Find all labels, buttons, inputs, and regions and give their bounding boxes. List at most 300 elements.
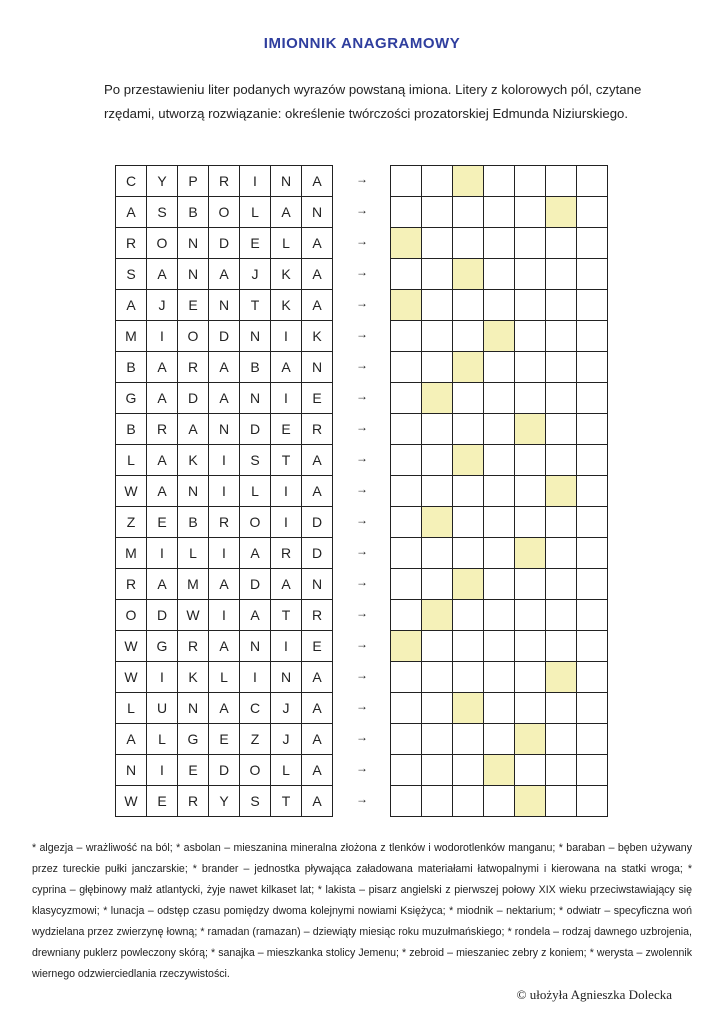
answer-cell-highlighted[interactable] [391, 290, 422, 321]
letter-cell: N [209, 414, 240, 445]
letter-cell: W [116, 631, 147, 662]
answer-cell-highlighted[interactable] [515, 786, 546, 817]
answer-cell[interactable] [577, 569, 608, 600]
answer-cell[interactable] [453, 600, 484, 631]
answer-cell[interactable] [422, 259, 453, 290]
answer-row [391, 476, 608, 507]
answer-row [391, 538, 608, 569]
answer-cell[interactable] [453, 755, 484, 786]
answer-cell-highlighted[interactable] [453, 166, 484, 197]
letter-cell: N [271, 166, 302, 197]
word-row [116, 259, 333, 290]
letter-cell: A [302, 786, 333, 817]
letter-cell: A [209, 352, 240, 383]
letter-cell: I [147, 755, 178, 786]
answer-row [391, 290, 608, 321]
answer-cell-highlighted[interactable] [391, 631, 422, 662]
answer-cell[interactable] [515, 755, 546, 786]
letter-cell: A [147, 383, 178, 414]
letter-cell: M [116, 321, 147, 352]
letter-cell: D [240, 569, 271, 600]
letter-cell: K [302, 321, 333, 352]
letter-cell: D [209, 321, 240, 352]
answer-cell[interactable] [422, 538, 453, 569]
answer-cell-highlighted[interactable] [515, 538, 546, 569]
answer-cell-highlighted[interactable] [484, 321, 515, 352]
answer-cell[interactable] [577, 352, 608, 383]
answer-cell[interactable] [422, 786, 453, 817]
letter-cell: I [271, 476, 302, 507]
letter-cell: A [209, 383, 240, 414]
answer-cell[interactable] [453, 197, 484, 228]
letter-cell: A [147, 259, 178, 290]
answer-cell[interactable] [422, 662, 453, 693]
letter-cell: Z [116, 507, 147, 538]
answer-cell[interactable] [391, 352, 422, 383]
letter-cell: A [302, 290, 333, 321]
arrow-icon: → [356, 172, 368, 186]
letter-cell: A [302, 662, 333, 693]
arrow-icon: → [356, 358, 368, 372]
answer-cell[interactable] [515, 445, 546, 476]
answer-row [391, 197, 608, 228]
answer-cell[interactable] [484, 476, 515, 507]
letter-cell: N [178, 228, 209, 259]
answer-cell[interactable] [422, 724, 453, 755]
letter-cell: N [302, 352, 333, 383]
word-row [116, 507, 333, 538]
answer-cell[interactable] [391, 476, 422, 507]
answer-cell[interactable] [453, 786, 484, 817]
word-row [116, 786, 333, 817]
answer-cell[interactable] [453, 414, 484, 445]
answer-cell-highlighted[interactable] [453, 569, 484, 600]
letter-cell: C [240, 693, 271, 724]
answer-cell-highlighted[interactable] [515, 414, 546, 445]
word-row [116, 383, 333, 414]
word-row [116, 414, 333, 445]
answer-cell[interactable] [422, 321, 453, 352]
letter-cell: O [240, 507, 271, 538]
letter-cell: K [178, 445, 209, 476]
word-row [116, 538, 333, 569]
answer-cell[interactable] [422, 693, 453, 724]
answer-cell[interactable] [515, 352, 546, 383]
answer-cell-highlighted[interactable] [453, 352, 484, 383]
arrow-icon: → [356, 513, 368, 527]
letter-cell: A [302, 724, 333, 755]
answer-cell[interactable] [484, 600, 515, 631]
letter-cell: T [240, 290, 271, 321]
word-row [116, 228, 333, 259]
answer-cell[interactable] [515, 693, 546, 724]
letter-cell: A [302, 228, 333, 259]
answer-cell[interactable] [577, 786, 608, 817]
answer-cell-highlighted[interactable] [453, 259, 484, 290]
answer-cell[interactable] [453, 228, 484, 259]
answer-cell[interactable] [391, 166, 422, 197]
answer-cell[interactable] [515, 259, 546, 290]
letter-cell: E [147, 786, 178, 817]
letter-cell: R [209, 166, 240, 197]
answer-cell[interactable] [577, 383, 608, 414]
answer-cell[interactable] [422, 166, 453, 197]
answer-cell[interactable] [484, 786, 515, 817]
letter-cell: A [209, 631, 240, 662]
answer-cell[interactable] [391, 569, 422, 600]
letter-cell: N [271, 662, 302, 693]
arrow-icon: → [356, 699, 368, 713]
letter-cell: K [271, 290, 302, 321]
word-row [116, 166, 333, 197]
letter-cell: R [178, 786, 209, 817]
letter-cell: D [147, 600, 178, 631]
answer-cell[interactable] [391, 600, 422, 631]
answer-cell[interactable] [546, 786, 577, 817]
answer-cell[interactable] [577, 538, 608, 569]
answer-cell-highlighted[interactable] [422, 507, 453, 538]
answer-cell[interactable] [484, 569, 515, 600]
answer-cell[interactable] [546, 724, 577, 755]
answer-cell[interactable] [515, 662, 546, 693]
letter-cell: G [178, 724, 209, 755]
arrow-icon: → [356, 668, 368, 682]
word-row [116, 197, 333, 228]
answer-cell[interactable] [515, 507, 546, 538]
letter-cell: I [209, 600, 240, 631]
answer-cell[interactable] [484, 259, 515, 290]
letter-cell: N [178, 259, 209, 290]
answer-cell[interactable] [484, 538, 515, 569]
letter-cell: R [178, 352, 209, 383]
letter-cell: L [271, 755, 302, 786]
letter-cell: A [147, 445, 178, 476]
letter-cell: A [271, 352, 302, 383]
letter-cell: L [147, 724, 178, 755]
answer-cell[interactable] [546, 569, 577, 600]
letter-cell: I [147, 662, 178, 693]
answer-cell[interactable] [515, 197, 546, 228]
answer-cell[interactable] [515, 166, 546, 197]
letter-cell: L [209, 662, 240, 693]
arrow-icon: → [356, 482, 368, 496]
letter-cell: A [240, 538, 271, 569]
word-row [116, 600, 333, 631]
answer-cell[interactable] [546, 693, 577, 724]
letter-cell: N [240, 321, 271, 352]
answer-cell[interactable] [577, 228, 608, 259]
answer-cell[interactable] [453, 290, 484, 321]
letter-cell: Z [240, 724, 271, 755]
answer-cell[interactable] [453, 724, 484, 755]
answer-row [391, 383, 608, 414]
letter-cell: A [147, 352, 178, 383]
letter-cell: E [302, 383, 333, 414]
answer-cell-highlighted[interactable] [453, 445, 484, 476]
letter-cell: L [116, 445, 147, 476]
answer-cell[interactable] [453, 383, 484, 414]
letter-cell: E [178, 290, 209, 321]
letter-cell: O [209, 197, 240, 228]
arrow-icon: → [356, 389, 368, 403]
answer-cell[interactable] [577, 166, 608, 197]
letter-cell: J [271, 693, 302, 724]
answer-cell[interactable] [546, 631, 577, 662]
answer-row [391, 228, 608, 259]
answer-cell[interactable] [577, 693, 608, 724]
answer-cell[interactable] [391, 445, 422, 476]
letter-cell: A [240, 600, 271, 631]
letter-cell: D [209, 228, 240, 259]
answer-cell[interactable] [422, 445, 453, 476]
answer-cell[interactable] [546, 290, 577, 321]
answer-cell[interactable] [577, 724, 608, 755]
answer-cell[interactable] [484, 290, 515, 321]
answer-cell-highlighted[interactable] [484, 755, 515, 786]
arrow-icon: → [356, 637, 368, 651]
answer-cell[interactable] [577, 507, 608, 538]
letter-cell: I [271, 383, 302, 414]
answer-cell[interactable] [546, 414, 577, 445]
answer-cell[interactable] [577, 476, 608, 507]
letter-cell: J [240, 259, 271, 290]
letter-cell: O [178, 321, 209, 352]
answer-cell[interactable] [577, 259, 608, 290]
letter-cell: O [240, 755, 271, 786]
letter-cell: S [240, 786, 271, 817]
answer-cell-highlighted[interactable] [515, 724, 546, 755]
answer-cell[interactable] [546, 321, 577, 352]
arrow-icon: → [356, 544, 368, 558]
letter-cell: Y [209, 786, 240, 817]
letter-cell: S [240, 445, 271, 476]
arrows-column [354, 165, 370, 816]
answer-cell[interactable] [453, 507, 484, 538]
answer-cell-highlighted[interactable] [422, 600, 453, 631]
letter-cell: T [271, 445, 302, 476]
answer-cell[interactable] [484, 445, 515, 476]
answer-cell[interactable] [515, 476, 546, 507]
answer-cell[interactable] [422, 290, 453, 321]
answer-cell[interactable] [484, 197, 515, 228]
letter-cell: A [302, 259, 333, 290]
word-row [116, 352, 333, 383]
answer-cell[interactable] [391, 755, 422, 786]
answer-cell[interactable] [546, 507, 577, 538]
answer-cell-highlighted[interactable] [453, 693, 484, 724]
letter-cell: G [147, 631, 178, 662]
answer-cell[interactable] [577, 445, 608, 476]
arrow-icon: → [356, 451, 368, 465]
answer-cell[interactable] [484, 693, 515, 724]
answer-cell[interactable] [484, 352, 515, 383]
answer-cell[interactable] [577, 197, 608, 228]
letter-cell: M [116, 538, 147, 569]
answer-cell[interactable] [546, 755, 577, 786]
answer-cell[interactable] [422, 414, 453, 445]
answer-cell[interactable] [546, 600, 577, 631]
answer-cell[interactable] [515, 569, 546, 600]
answer-cell[interactable] [546, 538, 577, 569]
letter-cell: L [240, 476, 271, 507]
letter-cell: B [116, 352, 147, 383]
letter-cell: I [209, 445, 240, 476]
letter-cell: S [116, 259, 147, 290]
answer-cell[interactable] [484, 724, 515, 755]
answer-cell[interactable] [484, 414, 515, 445]
answer-cell[interactable] [391, 507, 422, 538]
word-row [116, 569, 333, 600]
answer-cell[interactable] [391, 197, 422, 228]
letter-cell: I [209, 476, 240, 507]
answer-cell[interactable] [546, 166, 577, 197]
answer-row [391, 321, 608, 352]
answer-cell[interactable] [453, 631, 484, 662]
answer-cell[interactable] [422, 755, 453, 786]
letter-cell: R [147, 414, 178, 445]
letter-cell: I [271, 631, 302, 662]
answer-row [391, 755, 608, 786]
answer-cell[interactable] [484, 383, 515, 414]
answer-cell-highlighted[interactable] [546, 476, 577, 507]
answer-cell[interactable] [453, 321, 484, 352]
letter-cell: A [209, 693, 240, 724]
word-row [116, 755, 333, 786]
letter-cell: L [178, 538, 209, 569]
letter-cell: R [209, 507, 240, 538]
letter-cell: G [116, 383, 147, 414]
word-row [116, 445, 333, 476]
letter-cell: A [116, 290, 147, 321]
answer-cell[interactable] [422, 197, 453, 228]
answer-row [391, 662, 608, 693]
answer-cell[interactable] [422, 476, 453, 507]
answer-cell-highlighted[interactable] [546, 197, 577, 228]
answer-cell[interactable] [515, 290, 546, 321]
letter-cell: I [209, 538, 240, 569]
letter-cell: N [116, 755, 147, 786]
letter-cell: D [302, 538, 333, 569]
word-row [116, 290, 333, 321]
arrow-icon: → [356, 730, 368, 744]
answer-cell[interactable] [515, 600, 546, 631]
letter-cell: Y [147, 166, 178, 197]
letter-cell: N [302, 197, 333, 228]
letter-cell: R [178, 631, 209, 662]
answer-cell[interactable] [484, 631, 515, 662]
answer-cell[interactable] [422, 228, 453, 259]
letter-cell: A [147, 476, 178, 507]
arrow-icon: → [356, 761, 368, 775]
answer-cell[interactable] [484, 662, 515, 693]
letter-cell: R [302, 414, 333, 445]
answer-cell[interactable] [391, 724, 422, 755]
answer-row [391, 352, 608, 383]
answer-cell[interactable] [391, 538, 422, 569]
answer-cell[interactable] [546, 383, 577, 414]
answer-cell[interactable] [546, 352, 577, 383]
letter-cell: I [147, 538, 178, 569]
answer-cell[interactable] [391, 259, 422, 290]
letter-cell: E [271, 414, 302, 445]
letter-cell: A [302, 476, 333, 507]
letter-cell: L [116, 693, 147, 724]
answer-row [391, 631, 608, 662]
answer-cell[interactable] [453, 662, 484, 693]
answer-cell[interactable] [546, 259, 577, 290]
answer-row [391, 445, 608, 476]
letter-cell: J [147, 290, 178, 321]
answer-cell[interactable] [391, 414, 422, 445]
letter-cell: A [178, 414, 209, 445]
answer-cell-highlighted[interactable] [422, 383, 453, 414]
answer-grid [390, 165, 608, 817]
word-row [116, 724, 333, 755]
letter-cell: I [147, 321, 178, 352]
answer-cell[interactable] [422, 569, 453, 600]
answer-cell[interactable] [515, 383, 546, 414]
letter-cell: A [209, 259, 240, 290]
answer-cell[interactable] [391, 383, 422, 414]
answer-cell[interactable] [391, 662, 422, 693]
letter-cell: A [302, 693, 333, 724]
author-credit: © ułożyła Agnieszka Dolecka [516, 987, 672, 1002]
answer-cell[interactable] [391, 693, 422, 724]
answer-cell[interactable] [391, 321, 422, 352]
answer-cell[interactable] [515, 228, 546, 259]
answer-cell[interactable] [422, 352, 453, 383]
answer-cell[interactable] [391, 786, 422, 817]
letter-cell: N [178, 476, 209, 507]
answer-cell[interactable] [577, 662, 608, 693]
letter-cell: D [240, 414, 271, 445]
arrow-icon: → [356, 296, 368, 310]
letter-cell: A [302, 755, 333, 786]
answer-cell[interactable] [515, 321, 546, 352]
answer-cell[interactable] [577, 755, 608, 786]
answer-cell[interactable] [484, 228, 515, 259]
letter-cell: I [271, 321, 302, 352]
arrow-icon: → [356, 234, 368, 248]
answer-cell-highlighted[interactable] [546, 662, 577, 693]
letter-cell: U [147, 693, 178, 724]
answer-cell[interactable] [577, 631, 608, 662]
arrow-icon: → [356, 606, 368, 620]
letter-cell: K [271, 259, 302, 290]
letter-cell: R [116, 228, 147, 259]
letter-cell: N [209, 290, 240, 321]
instructions-text: Po przestawieniu liter podanych wyrazów powstaną imiona. Litery z kolorowych pól, czytane rzędami, utworzą rozwiązanie: określenie twórczości prozatorskiej Edmunda Niziurskiego. [104, 82, 642, 121]
answer-cell[interactable] [577, 600, 608, 631]
answer-cell[interactable] [515, 631, 546, 662]
answer-cell[interactable] [577, 414, 608, 445]
answer-cell-highlighted[interactable] [391, 228, 422, 259]
answer-cell[interactable] [577, 321, 608, 352]
letter-cell: P [178, 166, 209, 197]
answer-cell[interactable] [453, 476, 484, 507]
answer-cell[interactable] [453, 538, 484, 569]
answer-cell[interactable] [577, 290, 608, 321]
letter-cell: B [116, 414, 147, 445]
answer-cell[interactable] [484, 166, 515, 197]
letter-cell: R [302, 600, 333, 631]
arrow-icon: → [356, 203, 368, 217]
answer-cell[interactable] [422, 631, 453, 662]
answer-cell[interactable] [484, 507, 515, 538]
letters-grid [115, 165, 333, 817]
answer-cell[interactable] [546, 228, 577, 259]
answer-cell[interactable] [546, 445, 577, 476]
